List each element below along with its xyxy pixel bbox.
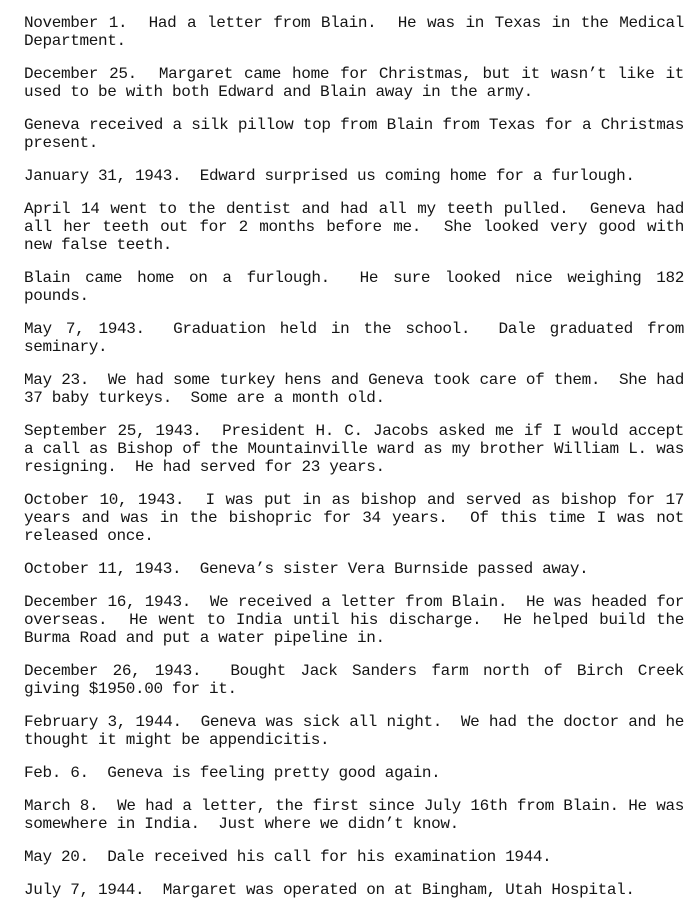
journal-entry: January 31, 1943. Edward surprised us coming home for a furlough. bbox=[24, 167, 635, 185]
journal-entry: May 7, 1943. Graduation held in the school. Dale graduated from seminary. bbox=[24, 320, 694, 356]
journal-entry: October 10, 1943. I was put in as bishop and served as bishop for 17 years and was in the bishopric for 34 years. Of this time I was not released once. bbox=[24, 491, 694, 545]
journal-entry: May 20. Dale received his call for his examination 1944. bbox=[24, 848, 552, 866]
journal-entry: Blain came home on a furlough. He sure looked nice weighing 182 pounds. bbox=[24, 269, 694, 305]
journal-entry: March 8. We had a letter, the first since July 16th from Blain. He was somewhere in India. Just where we didn’t know. bbox=[24, 797, 694, 833]
journal-entry: May 23. We had some turkey hens and Geneva took care of them. She had 37 baby turkeys. Some are a month old. bbox=[24, 371, 694, 407]
journal-entry: September 25, 1943. President H. C. Jacobs asked me if I would accept a call as Bishop of the Mountainville ward as my brother William L. was resigning. He had served for 23 years. bbox=[24, 422, 694, 476]
journal-entry: Geneva received a silk pillow top from Blain from Texas for a Christmas present. bbox=[24, 116, 694, 152]
journal-entry: July 7, 1944. Margaret was operated on at Bingham, Utah Hospital. bbox=[24, 881, 635, 899]
journal-entry: December 25. Margaret came home for Christmas, but it wasn’t like it used to be with both Edward and Blain away in the army. bbox=[24, 65, 694, 101]
journal-entry: November 1. Had a letter from Blain. He was in Texas in the Medical Department. bbox=[24, 14, 694, 50]
journal-entry: April 14 went to the dentist and had all my teeth pulled. Geneva had all her teeth out for 2 months before me. She looked very good with new false teeth. bbox=[24, 200, 694, 254]
journal-entry: February 3, 1944. Geneva was sick all night. We had the doctor and he thought it might be appendicitis. bbox=[24, 713, 694, 749]
journal-entry: December 26, 1943. Bought Jack Sanders farm north of Birch Creek giving $1950.00 for it. bbox=[24, 662, 694, 698]
journal-entry: October 11, 1943. Geneva’s sister Vera Burnside passed away. bbox=[24, 560, 589, 578]
journal-entries bbox=[24, 14, 694, 899]
journal-entry: Feb. 6. Geneva is feeling pretty good again. bbox=[24, 764, 441, 782]
journal-entry: December 16, 1943. We received a letter from Blain. He was headed for overseas. He went to India until his discharge. He helped build the Burma Road and put a water pipeline in. bbox=[24, 593, 694, 647]
